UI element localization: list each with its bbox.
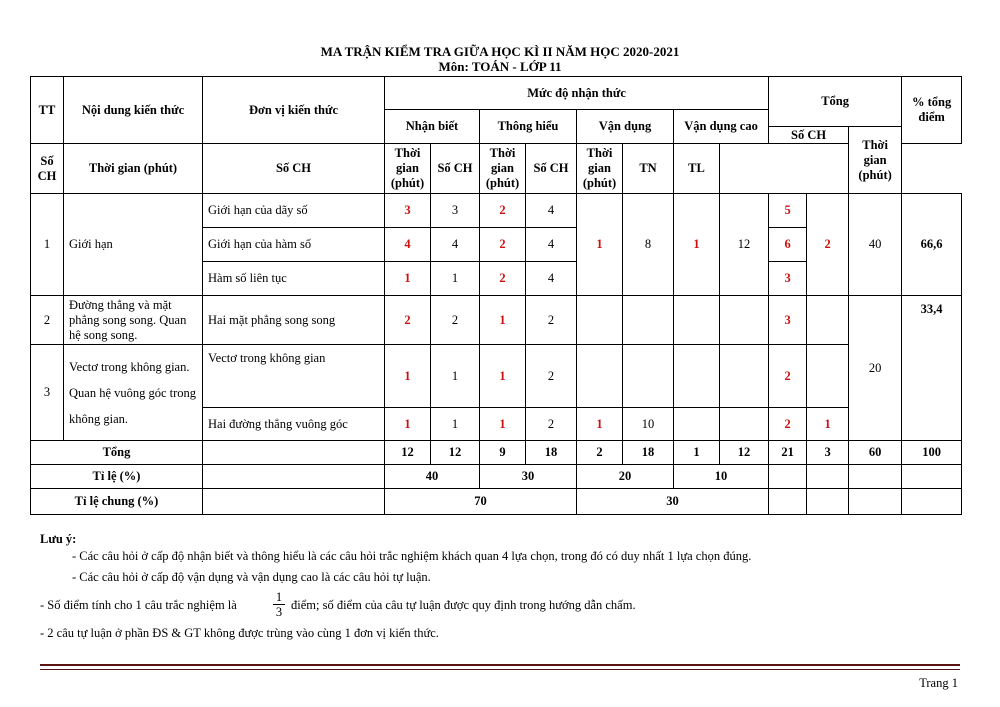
th-count-cell: 1 [480, 296, 526, 345]
ratio-empty [849, 465, 902, 489]
nb-count-cell: 1 [385, 408, 431, 441]
document-subtitle: Môn: TOÁN - LỚP 11 [438, 59, 562, 74]
ratio-general-empty [769, 489, 807, 515]
totals-tht: 18 [526, 441, 577, 465]
nb-count-cell: 2 [385, 296, 431, 345]
th-time-header: Thời gian (phút) [385, 144, 431, 194]
th-count-cell: 2 [480, 262, 526, 296]
total-header: Tổng [769, 77, 902, 127]
vd-time-cell: 8 [623, 194, 674, 296]
document-title: MA TRẬN KIỂM TRA GIỮA HỌC KÌ II NĂM HỌC 2020-2021 [320, 44, 680, 59]
vdc-time-cell [720, 408, 769, 441]
nb-count-cell: 4 [385, 228, 431, 262]
th-count-cell: 1 [480, 408, 526, 441]
ratio-general-unit-cell [203, 489, 385, 515]
tn-header: TN [623, 144, 674, 194]
footer-rule-thin [40, 669, 960, 670]
unit-cell: Vectơ trong không gian [203, 345, 385, 408]
th-time-cell: 4 [526, 262, 577, 296]
nb-count-header: Số CH [31, 144, 64, 194]
ratio-general-empty [902, 489, 962, 515]
fraction-numerator: 1 [273, 590, 285, 605]
totals-vd: 2 [577, 441, 623, 465]
note-1: - Các câu hỏi ở cấp độ nhận biết và thông hiểu là các câu hỏi trắc nghiệm khách quan 4 lựa chọn, trong đó có duy nhất 1 lựa chọn đúng. [72, 549, 752, 563]
tn-cell: 6 [769, 228, 807, 262]
ratio-unit-cell [203, 465, 385, 489]
th-count-cell: 2 [480, 228, 526, 262]
nb-time-header: Thời gian (phút) [64, 144, 203, 194]
vd-count-cell: 1 [577, 194, 623, 296]
content-cell: Vectơ trong không gian. Quan hệ vuông góc trong không gian. [64, 345, 203, 441]
ratio-general-empty [807, 489, 849, 515]
th-count-header: Số CH [203, 144, 385, 194]
nb-time-cell: 1 [431, 408, 480, 441]
percent-cell: 33,4 [902, 296, 962, 441]
tn-cell: 3 [769, 296, 807, 345]
totals-vdct: 12 [720, 441, 769, 465]
col-content-header: Nội dung kiến thức [64, 77, 203, 144]
th-count-cell: 2 [480, 194, 526, 228]
level-van-dung-cao-header: Vận dụng cao [674, 110, 769, 144]
percent-header: % tổng điểm [902, 77, 962, 144]
vd-count-header: Số CH [431, 144, 480, 194]
vd-count-cell [577, 296, 623, 345]
vdc-count-cell [674, 345, 720, 408]
totals-tn: 21 [769, 441, 807, 465]
ratio-th: 30 [480, 465, 577, 489]
totals-vdt: 18 [623, 441, 674, 465]
fraction-one-third [273, 590, 285, 619]
col-tt-header: TT [31, 77, 64, 144]
totals-row [31, 441, 962, 465]
vd-time-cell [623, 345, 674, 408]
ratio-empty [807, 465, 849, 489]
note-3-suffix: điểm; số điểm của câu tự luận được quy định trong hướng dẫn chấm. [291, 598, 636, 612]
cognitive-level-header: Mức độ nhận thức [385, 77, 769, 110]
col-unit-header: Đơn vị kiến thức [203, 77, 385, 144]
row-number: 2 [31, 296, 64, 345]
row-number: 3 [31, 345, 64, 441]
header-row-1 [31, 77, 962, 110]
vdc-count-cell [674, 408, 720, 441]
tn-cell: 5 [769, 194, 807, 228]
ratio-general-label: Tỉ lệ chung (%) [31, 489, 203, 515]
fraction-denominator: 3 [275, 605, 283, 619]
th-count-cell: 1 [480, 345, 526, 408]
level-nhan-biet-header: Nhận biết [385, 110, 480, 144]
nb-time-cell: 1 [431, 262, 480, 296]
totals-unit-cell [203, 441, 385, 465]
page-number: Trang 1 [919, 676, 958, 690]
unit-cell: Giới hạn của dãy số [203, 194, 385, 228]
th-time-cell: 4 [526, 228, 577, 262]
unit-cell: Hai mặt phẳng song song [203, 296, 385, 345]
header-row-4 [31, 144, 962, 194]
row-number: 1 [31, 194, 64, 296]
vdc-count-cell: 1 [674, 194, 720, 296]
vdc-time-cell [720, 345, 769, 408]
tl-cell [807, 345, 849, 408]
totals-nbt: 12 [431, 441, 480, 465]
tn-cell: 2 [769, 408, 807, 441]
tl-cell: 1 [807, 408, 849, 441]
level-van-dung-header: Vận dụng [577, 110, 674, 144]
note-4: - 2 câu tự luận ở phần ĐS & GT không được trùng vào cùng 1 đơn vị kiến thức. [40, 626, 439, 640]
vd-count-cell [577, 345, 623, 408]
ratio-general-a: 70 [385, 489, 577, 515]
table-row [31, 296, 962, 345]
nb-count-cell: 1 [385, 262, 431, 296]
nb-time-cell: 3 [431, 194, 480, 228]
ratio-row [31, 465, 962, 489]
ratio-general-empty [849, 489, 902, 515]
totals-th: 9 [480, 441, 526, 465]
ratio-vd: 20 [577, 465, 674, 489]
tn-cell: 2 [769, 345, 807, 408]
vd-time-header: Thời gian (phút) [480, 144, 526, 194]
nb-count-cell: 1 [385, 345, 431, 408]
ratio-vdc: 10 [674, 465, 769, 489]
vdc-time-cell [720, 296, 769, 345]
totals-tl: 3 [807, 441, 849, 465]
unit-cell: Hai đường thẳng vuông góc [203, 408, 385, 441]
note-3-prefix: - Số điểm tính cho 1 câu trắc nghiệm là [40, 598, 237, 612]
time-cell: 20 [849, 296, 902, 441]
vdc-count-cell [674, 296, 720, 345]
vd-time-cell: 10 [623, 408, 674, 441]
unit-cell: Hàm số liên tục [203, 262, 385, 296]
notes-title: Lưu ý: [40, 532, 77, 546]
vdc-time-header: Thời gian (phút) [577, 144, 623, 194]
level-thong-hieu-header: Thông hiểu [480, 110, 577, 144]
nb-count-cell: 3 [385, 194, 431, 228]
table-row [31, 345, 962, 408]
totals-time: 60 [849, 441, 902, 465]
vdc-time-cell: 12 [720, 194, 769, 296]
totals-label: Tổng [31, 441, 203, 465]
tn-cell: 3 [769, 262, 807, 296]
percent-cell: 66,6 [902, 194, 962, 296]
ratio-nb: 40 [385, 465, 480, 489]
tl-header: TL [674, 144, 720, 194]
th-time-cell: 4 [526, 194, 577, 228]
nb-time-cell: 2 [431, 296, 480, 345]
ratio-general-row [31, 489, 962, 515]
exam-matrix-table [30, 76, 962, 515]
totals-vdc: 1 [674, 441, 720, 465]
table-row [31, 194, 962, 228]
tl-cell: 2 [807, 194, 849, 296]
footer-rule-thick [40, 664, 960, 666]
total-count-header: Số CH [769, 127, 849, 144]
totals-nb: 12 [385, 441, 431, 465]
vd-time-cell [623, 296, 674, 345]
th-time-cell: 2 [526, 296, 577, 345]
nb-time-cell: 1 [431, 345, 480, 408]
tl-cell [807, 296, 849, 345]
content-cell: Giới hạn [64, 194, 203, 296]
note-2: - Các câu hỏi ở cấp độ vận dụng và vận dụng cao là các câu hỏi tự luận. [72, 570, 431, 584]
th-time-cell: 2 [526, 345, 577, 408]
ratio-empty [769, 465, 807, 489]
th-time-cell: 2 [526, 408, 577, 441]
nb-time-cell: 4 [431, 228, 480, 262]
ratio-label: Tỉ lệ (%) [31, 465, 203, 489]
vd-count-cell: 1 [577, 408, 623, 441]
unit-cell: Giới hạn của hàm số [203, 228, 385, 262]
vdc-count-header: Số CH [526, 144, 577, 194]
total-time-header: Thời gian (phút) [849, 127, 902, 194]
ratio-general-b: 30 [577, 489, 769, 515]
ratio-empty [902, 465, 962, 489]
totals-pct: 100 [902, 441, 962, 465]
time-cell: 40 [849, 194, 902, 296]
content-cell: Đường thẳng và mặt phẳng song song. Quan hệ song song. [64, 296, 203, 345]
